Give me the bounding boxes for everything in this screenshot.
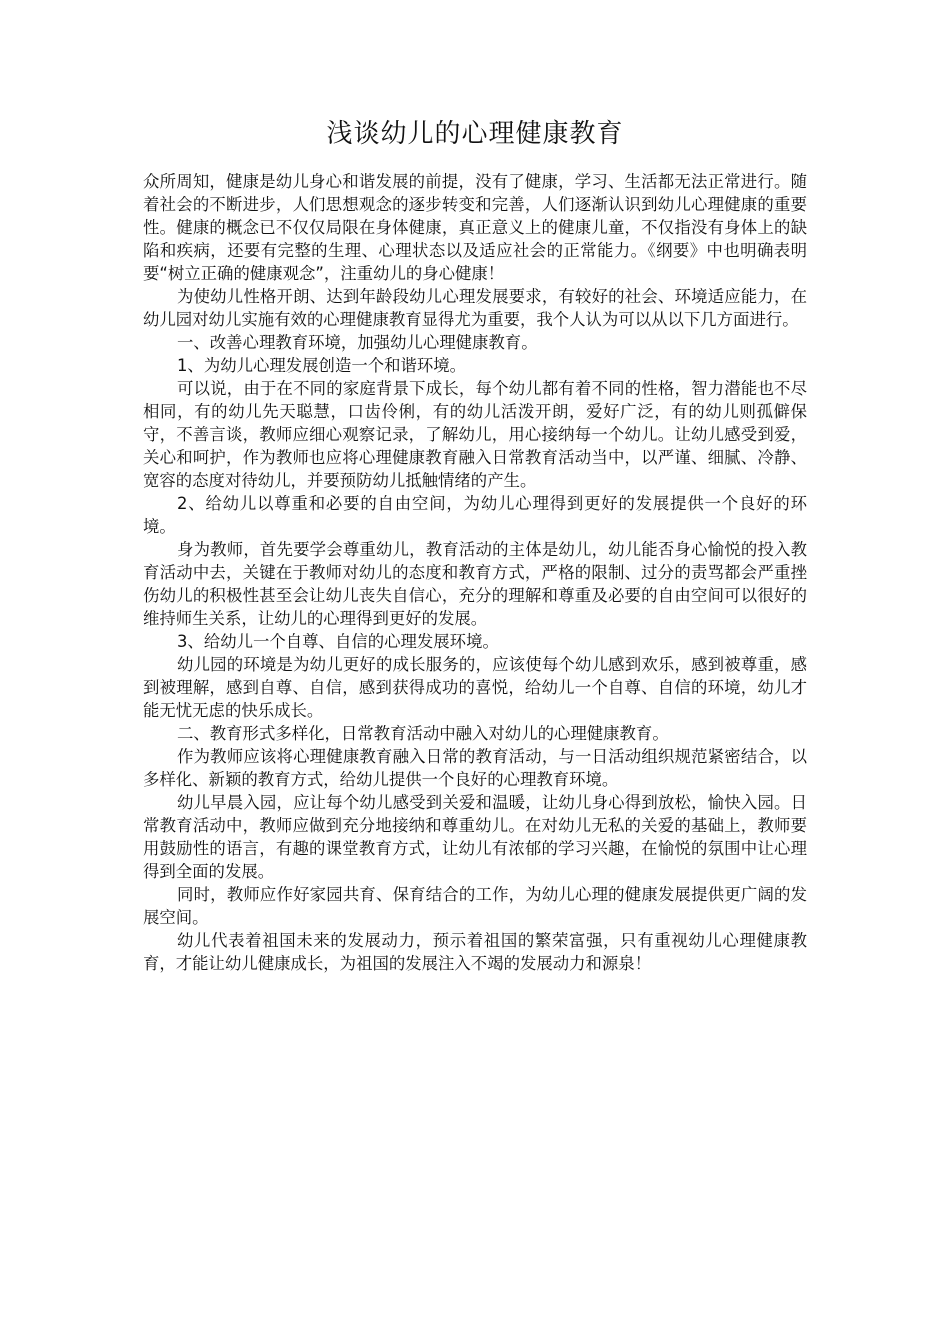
document-page [143, 114, 807, 975]
paragraph: 作为教师应该将心理健康教育融入日常的教育活动，与一日活动组织规范紧密结合，以多样化、新颖的教育方式，给幼儿提供一个良好的心理教育环境。 [143, 747, 807, 789]
paragraph: 同时，教师应作好家园共育、保育结合的工作，为幼儿心理的健康发展提供更广阔的发展空间。 [143, 885, 807, 927]
paragraph: 幼儿早晨入园，应让每个幼儿感受到关爱和温暖，让幼儿身心得到放松，愉快入园。日常教育活动中，教师应做到充分地接纳和尊重幼儿。在对幼儿无私的关爱的基础上，教师要用鼓励性的语言，有趣的课堂教育方式，让幼儿有浓郁的学习兴趣，在愉悦的氛围中让心理得到全面的发展。 [143, 793, 807, 881]
paragraph: 为使幼儿性格开朗、达到年龄段幼儿心理发展要求，有较好的社会、环境适应能力，在幼儿园对幼儿实施有效的心理健康教育显得尤为重要，我个人认为可以从以下几方面进行。 [143, 287, 807, 329]
subsection-heading: 3、给幼儿一个自尊、自信的心理发展环境。 [177, 632, 499, 651]
document-title: 浅谈幼儿的心理健康教育 [326, 119, 624, 149]
section-heading: 二、教育形式多样化，日常教育活动中融入对幼儿的心理健康教育。 [177, 724, 669, 743]
paragraph: 众所周知，健康是幼儿身心和谐发展的前提，没有了健康，学习、生活都无法正常进行。随着社会的不断进步，人们思想观念的逐步转变和完善，人们逐渐认识到幼儿心理健康的重要性。健康的概念已不仅仅局限在身体健康，真正意义上的健康儿童，不仅指没有身体上的缺陷和疾病，还要有完整的生理、心理状态以及适应社会的正常能力。《纲要》中也明确表明要“树立正确的健康观念”，注重幼儿的身心健康！ [143, 172, 807, 283]
section-heading: 一、改善心理教育环境，加强幼儿心理健康教育。 [177, 333, 538, 352]
paragraph: 幼儿代表着祖国未来的发展动力，预示着祖国的繁荣富强，只有重视幼儿心理健康教育，才能让幼儿健康成长，为祖国的发展注入不竭的发展动力和源泉！ [143, 931, 807, 973]
paragraph: 身为教师，首先要学会尊重幼儿，教育活动的主体是幼儿，幼儿能否身心愉悦的投入教育活动中去，关键在于教师对幼儿的态度和教育方式，严格的限制、过分的责骂都会严重挫伤幼儿的积极性甚至会让幼儿丧失自信心，充分的理解和尊重及必要的自由空间可以很好的维持师生关系，让幼儿的心理得到更好的发展。 [143, 540, 807, 628]
paragraph: 幼儿园的环境是为幼儿更好的成长服务的，应该使每个幼儿感到欢乐，感到被尊重，感到被理解，感到自尊、自信，感到获得成功的喜悦，给幼儿一个自尊、自信的环境，幼儿才能无忧无虑的快乐成长。 [143, 655, 807, 720]
subsection-heading: 2、给幼儿以尊重和必要的自由空间，为幼儿心理得到更好的发展提供一个良好的环境。 [143, 494, 807, 536]
document-body [143, 170, 807, 975]
subsection-heading: 1、为幼儿心理发展创造一个和谐环境。 [177, 356, 467, 375]
paragraph: 可以说，由于在不同的家庭背景下成长，每个幼儿都有着不同的性格，智力潜能也不尽相同，有的幼儿先天聪慧，口齿伶俐，有的幼儿活泼开朗，爱好广泛，有的幼儿则孤僻保守，不善言谈，教师应细心观察记录，了解幼儿，用心接纳每一个幼儿。让幼儿感受到爱，关心和呵护，作为教师也应将心理健康教育融入日常教育活动当中，以严谨、细腻、冷静、宽容的态度对待幼儿，并要预防幼儿抵触情绪的产生。 [143, 379, 807, 490]
